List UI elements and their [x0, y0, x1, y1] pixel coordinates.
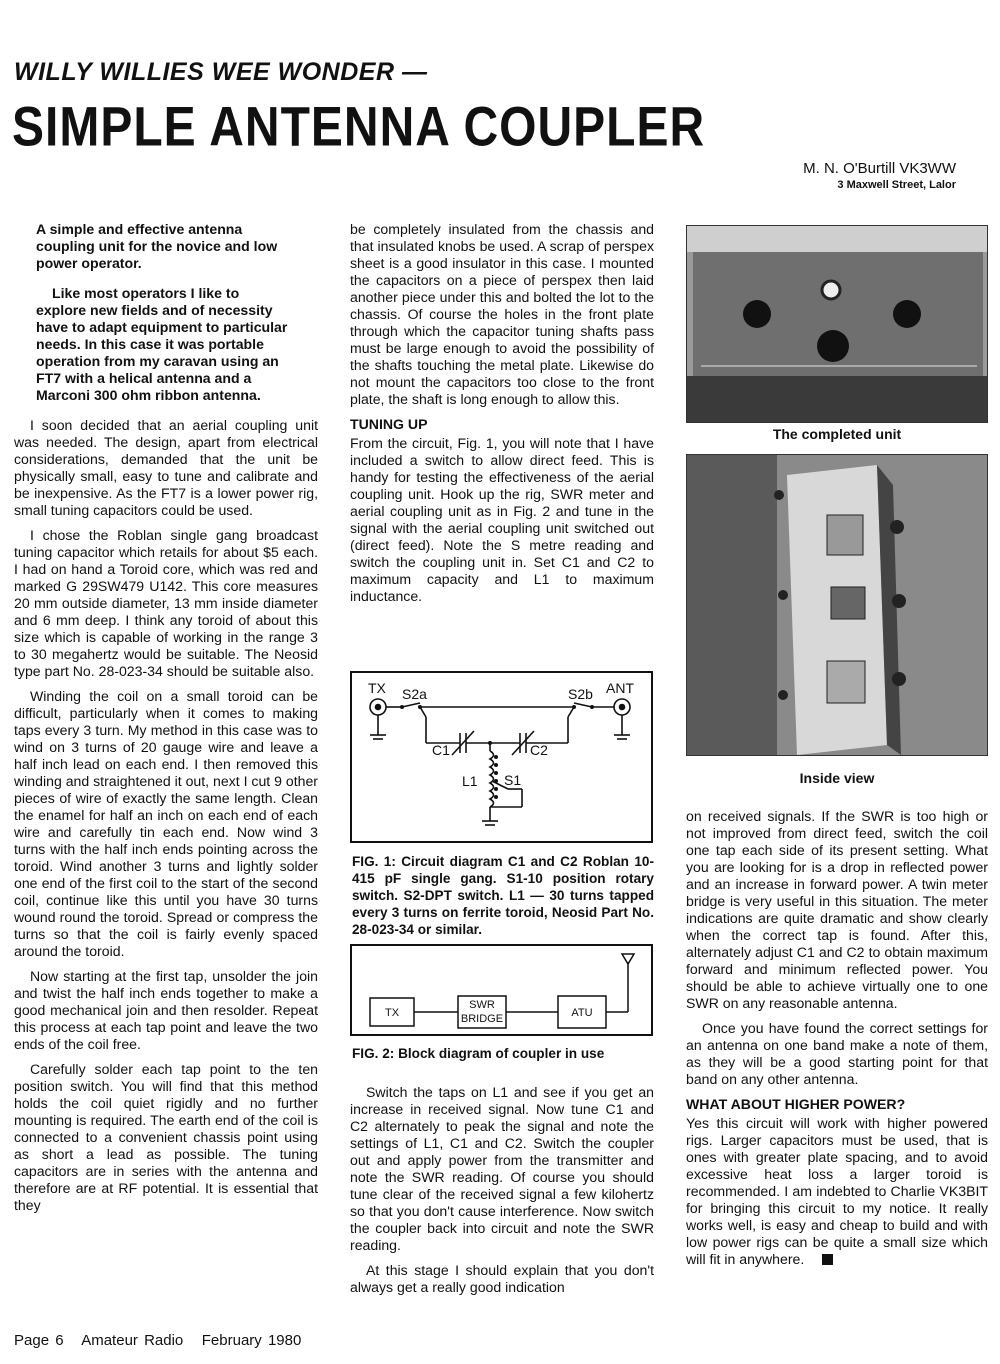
label-c1: C1 — [432, 742, 450, 758]
photo-inside-caption: Inside view — [799, 770, 875, 786]
block-bridge-label: BRIDGE — [460, 1013, 504, 1025]
body-paragraph: Carefully solder each tap point to the ten position switch. You will find that this method holds the coil quiet rigidly and no further mounting is required. The earth end of the coil is connected to a convenient chassis point using as short a lead as possible. The tuning capacitors are in series with the antenna and therefore are at RF potential. It is essential that they — [14, 1061, 318, 1213]
lead-paragraph: A simple and effective antenna coupling unit for the novice and low power operator. — [36, 221, 278, 271]
body-paragraph: At this stage I should explain that you don't always get a really good indication — [350, 1262, 654, 1295]
photo-inside-view — [686, 454, 988, 756]
byline — [803, 160, 956, 191]
label-ant: ANT — [606, 680, 634, 696]
label-c2: C2 — [530, 742, 548, 758]
page-footer: Page 6 Amateur Radio February 1980 — [14, 1332, 302, 1349]
fig2-block-diagram — [350, 944, 653, 1036]
circuit-schematic — [352, 673, 651, 841]
label-s2a: S2a — [402, 686, 427, 702]
body-paragraph: I chose the Roblan single gang broadcast tuning capacitor which retails for about $5 each. I had on hand a Toroid core, which was red and marked G 29SW479 U142. This core measures 20 mm outside diameter, 13 mm inside diameter and 6 mm deep. I think any toroid of about this size which is capable of working in the range 3 to 30 megahertz would be suitable. The Neosid type part No. 28-023-34 should be suitable also. — [14, 527, 318, 679]
body-paragraph: Now starting at the first tap, unsolder the join and twist the half inch ends together to make a good mechanical join and then resolder. Repeat this process at each tap point and leave the two ends of the coil free. — [14, 968, 318, 1052]
column-2-top — [350, 221, 654, 613]
end-mark-icon — [822, 1254, 833, 1265]
body-paragraph: Switch the taps on L1 and see if you get an increase in received signal. Now tune C1 and C2 alternately to peak the signal and note the settings of L1, C1 and C2. Switch the coupler out and apply power from the transmitter and note the SWR reading. Of course you should tune clear of the received signal a few kilohertz so that you don't cause interference. Now switch the coupler back into circuit and note the SWR reading. — [350, 1084, 654, 1253]
intro-paragraph: Like most operators I like to explore new fields and of necessity have to adapt equipment to particular needs. In this case it was portable operation from my caravan using an FT7 with a helical antenna and a Marconi 300 ohm ribbon antenna. — [36, 285, 288, 403]
block-swr-label: SWR — [469, 999, 495, 1011]
column-3 — [686, 808, 988, 1276]
s2b-switch-icon — [574, 703, 592, 707]
body-paragraph: Once you have found the correct settings for an antenna on one band make a note of them, as they will be a good starting point for that band on any other antenna. — [686, 1020, 988, 1087]
label-s1: S1 — [504, 772, 522, 788]
body-paragraph-final: Yes this circuit will work with higher powered rigs. Larger capacitors must be used, that is ones with greater plate spacing, and to avoid excessive heat loss a larger toroid is recommended. I am indebted to Charlie VK3BIT for bringing this circuit to my notice. It really works well, is easy and cheap to build and with low power rigs can be quite a small size which will fit in anywhere. — [686, 1115, 988, 1267]
body-paragraph: From the circuit, Fig. 1, you will note that I have included a switch to allow direct feed. This is handy for testing the effectiveness of the aerial coupling unit. Hook up the rig, SWR meter and aerial coupling unit as in Fig. 2 and tune in the signal with the aerial coupling unit switched out (direct feed). Note the S metre reading and switch the coupling unit in. Set C1 and C2 to maximum capacity and L1 to maximum inductance. — [350, 435, 654, 604]
body-paragraph: on received signals. If the SWR is too high or not improved from direct feed, switch the coil one tap each side of its present setting. What you are looking for is a drop in reflected power and an increase in forward power. A twin meter bridge is very useful in this situation. The meter indications are quite dramatic and show clearly when the correct tap is found. After this, alternately adjust C1 and C2 to obtain maximum forward and minimum reflected power. You should be able to achieve virtually one to one SWR on any reasonable antenna. — [686, 808, 988, 1011]
s2a-switch-icon — [402, 703, 420, 707]
label-tx: TX — [368, 680, 386, 696]
section-heading-higher-power: WHAT ABOUT HIGHER POWER? — [686, 1096, 906, 1112]
block-tx-label: TX — [384, 1007, 400, 1019]
column-2-bottom — [350, 1084, 654, 1304]
column-1 — [14, 221, 318, 1222]
article-kicker: WILLY WILLIES WEE WONDER — — [14, 58, 428, 86]
photo-completed-caption: The completed unit — [772, 426, 902, 442]
block-schematic — [352, 946, 651, 1034]
body-paragraph: Winding the coil on a small toroid can be difficult, particularly when it comes to making taps every 3 turn. My method in this case was to wind on 3 turns of 20 gauge wire and leave a half inch lead on each end. I then removed this winding and straightened it out, next I cut 9 other pieces of wire of exactly the same length. Clean the enamel for half an inch on each end of each wire and carefully tin each end. Now wind 3 turns with the half inch ends pointing across the toroid. Wind another 3 turns and lightly solder one end of the first coil to the start of the second coil, continue like this until you have 30 turns wound round the toroid. Spread or compress the turns so that the coil is fairly evenly spaced around the toroid. — [14, 688, 318, 959]
label-l1: L1 — [462, 773, 478, 789]
label-s2b: S2b — [568, 686, 593, 702]
author-address: 3 Maxwell Street, Lalor — [837, 179, 956, 191]
fig1-caption: FIG. 1: Circuit diagram C1 and C2 Roblan 10-415 pF single gang. S1-10 position rotary switch. S2-DPT switch. L1 — 30 turns tapped every 3 turns on ferrite toroid, Neosid Part No. 28-023-34 or similar. — [352, 854, 654, 937]
section-heading-tuning-up: TUNING UP — [350, 416, 428, 432]
fig2-caption: FIG. 2: Block diagram of coupler in use — [352, 1046, 605, 1061]
fig1-circuit-diagram — [350, 671, 653, 843]
block-atu-label: ATU — [571, 1007, 593, 1019]
author-name: M. N. O'Burtill VK3WW — [803, 160, 956, 177]
body-paragraph: be completely insulated from the chassis and that insulated knobs be used. A scrap of perspex sheet is a good insulator in this case. I mounted the capacitors on a piece of perspex then laid another piece under this and bolted the lot to the chassis. Of course the holes in the front plate through which the capacitor tuning shafts pass must be large enough to avoid the possibility of the shafts touching the metal plate. Likewise do not mount the capacitors too close to the front plate, the shaft is long enough to allow this. — [350, 221, 654, 407]
article-title: SIMPLE ANTENNA COUPLER — [12, 97, 706, 159]
body-paragraph: I soon decided that an aerial coupling unit was needed. The design, apart from electrical considerations, demanded that the unit be physically small, easy to tune and calibrate and be inexpensive. As the FT7 is a lower power rig, small tuning capacitors could be used. — [14, 417, 318, 518]
l1-coil-icon — [490, 751, 494, 807]
photo-completed-unit — [686, 225, 988, 423]
